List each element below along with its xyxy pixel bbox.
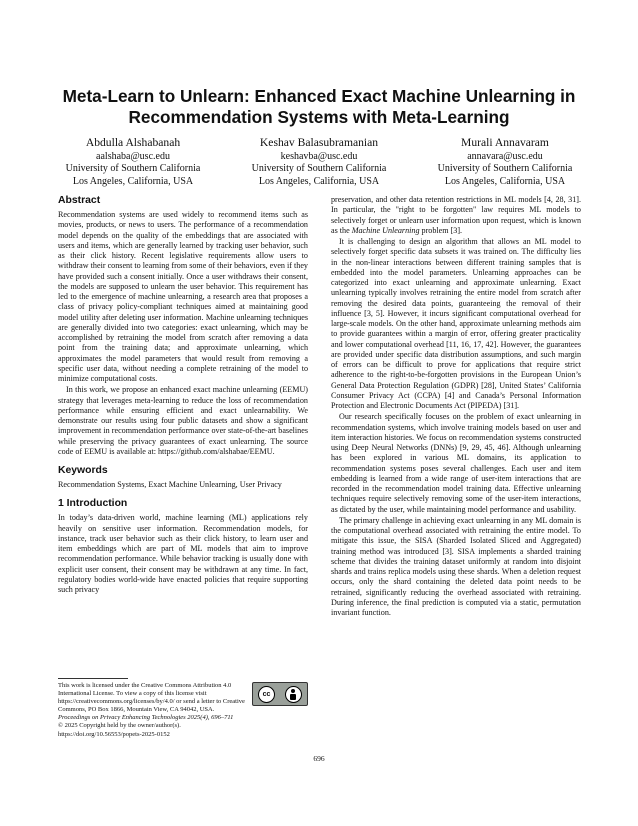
author-email: keshavba@usc.edu bbox=[280, 151, 358, 162]
author-name: Murali Annavaram bbox=[461, 136, 549, 149]
author-3 bbox=[412, 136, 598, 188]
author-affiliation: University of Southern California bbox=[437, 163, 573, 175]
page-number: 696 bbox=[313, 754, 325, 763]
abstract-paragraph-1: Recommendation systems are used widely to recommend items such as movies, products, or news to users. The performance of a recommendation model depends on the quality of the embeddings that are associated with users and items, which are generally learned by tracking user behavior, such as their click history. Recent legislative requirements allow users to withdraw their consent to learning from some of their behaviors, even if they have provided such a consent initially. Once a user withdraws their consent, the models are supposed to unlearn the user behavior. This requirement has led to the emergence of machine unlearning, a research area that proposes a class of privacy policy-compliant techniques aimed at maintaining good model utility after deleting user information. Machine unlearning techniques are generally divided into two categories: exact unlearning, which may be accomplished by retraining the model from scratch after removing a data point from the training data; and approximate unlearning, which approximates the model parameters that would result from removing a specific user data, without needing a complete retraining of the model to minimize computational costs. bbox=[58, 210, 308, 383]
footnote-rule bbox=[58, 678, 128, 679]
author-location: Los Angeles, California, USA bbox=[258, 175, 380, 187]
author-location: Los Angeles, California, USA bbox=[444, 175, 566, 187]
intro-paragraph-2: preservation, and other data retention restrictions in ML models [4, 28, 31]. In particular, the "right to be forgotten" law requires ML models to selectively forget or unlearn user information upon request, which is known as the Machine Unlearning problem [3]. bbox=[331, 195, 581, 235]
paper-title: Meta-Learn to Unlearn: Enhanced Exact Machine Unlearning in Recommendation Systems with Meta-Learning bbox=[62, 86, 576, 127]
intro-paragraph-1: In today’s data-driven world, machine learning (ML) applications rely heavily on sensitive user information. Recommendation models, for instance, track user behavior such as their click history, to learn user and item embeddings which are part of ML models that aim to improve recommendation performance. While behavior tracking is usually done with explicit user consent, their consent may be withdrawn at any time. In fact, regulatory bodies world-wide have enacted policies that require supporting such privacy bbox=[58, 513, 308, 594]
author-affiliation: University of Southern California bbox=[65, 163, 201, 175]
author-email: aalshaba@usc.edu bbox=[96, 151, 170, 162]
doi-line: https://doi.org/10.56553/popets-2025-0152 bbox=[58, 730, 170, 738]
attribution-icon bbox=[285, 686, 302, 703]
author-name: Keshav Balasubramanian bbox=[259, 136, 379, 149]
machine-unlearning-term: Machine Unlearning bbox=[351, 225, 420, 235]
keywords-heading: Keywords bbox=[58, 465, 108, 476]
author-name: Abdulla Alshabanah bbox=[85, 136, 181, 149]
proceedings-line: Proceedings on Privacy Enhancing Technologies 2025(4), 696–711 bbox=[58, 714, 234, 722]
license-text: This work is licensed under the Creative Commons Attribution 4.0 International License. To view a copy of this license visit https://creativecommons.org/licenses/by/4.0/ or send a letter to Creative Commons, PO Box 1866, Mountain View, CA 94042, USA. bbox=[58, 682, 245, 714]
copyright-line: © 2025 Copyright held by the owner/author(s). bbox=[58, 722, 181, 730]
intro-paragraph-3: It is challenging to design an algorithm that allows an ML model to selectively forget specific data subsets it was trained on. The difficulty lies in the non-linear interactions between different training samples that is embedded into the model parameters. Unlearning approaches can be categorized into exact unlearning and approximate unlearning. Exact unlearning typically involves retraining the entire model from scratch after removing the desired data points, guaranteeing the removal of their influence [3, 5]. However, it incurs significant computational overhead for large-scale models. On the other hand, approximate unlearning methods aim to provide guarantees within a margin of error, offering greater practicality and lower computational overhead [11, 16, 17, 42]. However, the guarantees are provided under specific data distribution assumptions, and such margin of errors can be difficult to prove for applications that require strict adherence to the right-to-be-forgotten provisions in the European Union’s General Data Protection Regulation (GDPR) [28], United States’ California Consumer Privacy Act (CCPA) [4] and Canada’s Personal Information Protection and Electronic Documents Act (PIPEDA) [31]. bbox=[331, 237, 581, 410]
author-2 bbox=[226, 136, 412, 188]
introduction-heading: 1 Introduction bbox=[58, 498, 128, 510]
abstract-paragraph-2: In this work, we propose an enhanced exact machine unlearning (EEMU) strategy that leverages meta-learning to reduce the loss of recommendation performance while ensuring efficient and exact unlearnability. We demonstrate our results using four public datasets and show a significant improvement in recommendation performance over state-of-the-art baselines while preserving the privacy guarantees of exact unlearning. The source code of EEMU is available at: https://github.com/alshabae/EEMU. bbox=[58, 385, 308, 456]
right-column bbox=[331, 195, 581, 619]
author-location: Los Angeles, California, USA bbox=[72, 175, 194, 187]
intro-paragraph-4: Our research specifically focuses on the problem of exact unlearning in recommendation systems, which involve training models based on user and item interaction histories. We focus on recommendation systems constructed using Deep Neural Networks (DNNs) [9, 29, 45, 46]. Although unlearning has been explored in various ML domains, its application to recommendation systems poses several challenges. Each user and item embedding is learned from a wide range of user-item interactions that are recorded in the recommendation model training data. Effective unlearning techniques require selectively removing some of the user-item interactions, as dictated by the user, while maintaining model performance and usability. bbox=[331, 412, 581, 514]
license-footnote bbox=[58, 678, 308, 739]
cc-icon: cc bbox=[258, 686, 275, 703]
abstract-heading: Abstract bbox=[58, 195, 101, 206]
cc-by-license-icon bbox=[252, 682, 308, 706]
left-column bbox=[58, 195, 308, 596]
keywords-text: Recommendation Systems, Exact Machine Unlearning, User Privacy bbox=[58, 480, 282, 489]
author-email: annavara@usc.edu bbox=[467, 151, 543, 162]
intro-paragraph-5: The primary challenge in achieving exact unlearning in any ML domain is the computational overhead associated with retraining the entire model. To mitigate this issue, the SISA (Sharded Isolated Sliced and Aggregated) training method was introduced [3]. SISA implements a sharded training scheme that divides the training dataset uniformly at random into disjoint shards and trains replica models using these shards. When a deletion request occurs, only the shard containing the deleted data point needs to be retrained, significantly reducing the overhead associated with retraining. During inference, the final prediction is computed via a static, permutation invariant function. bbox=[331, 515, 581, 617]
author-affiliation: University of Southern California bbox=[251, 163, 387, 175]
author-1 bbox=[40, 136, 226, 188]
author-block bbox=[40, 136, 598, 188]
